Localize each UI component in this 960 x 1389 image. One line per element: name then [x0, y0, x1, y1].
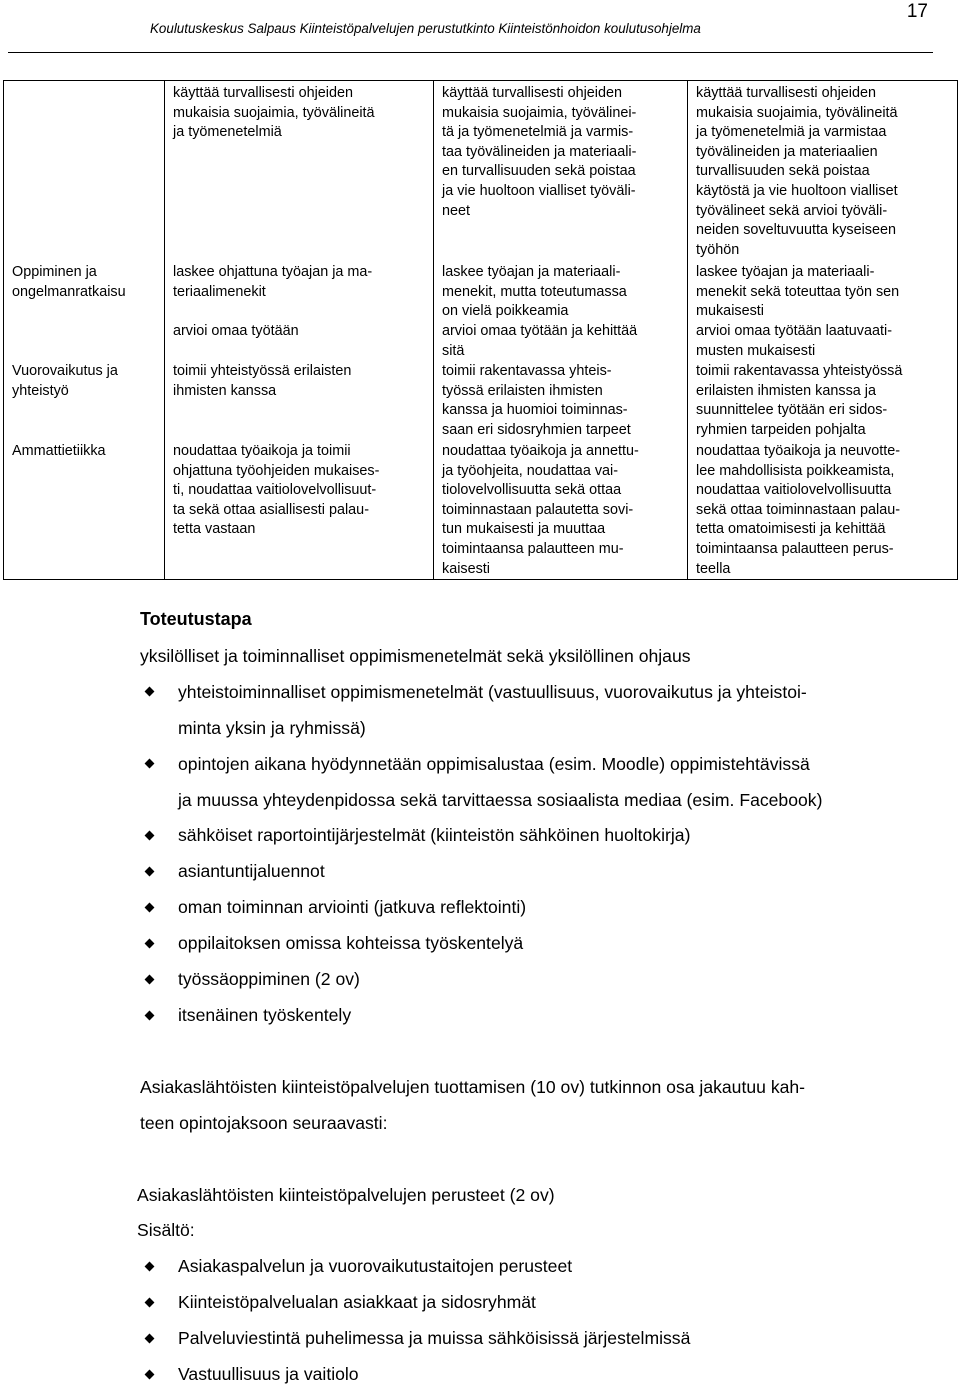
criteria-block: käyttää turvallisesti ohjeiden mukaisia suojaimia, työvälineitä ja työmenetelmiä ja varmistaa työvälineiden ja materiaalien turvallisuuden sekä poistaa käytöstä ja vie huoltoon vialliset työvälineet sekä arvioi työväli- neiden soveltuvuutta kyseiseen työhön: [696, 85, 898, 258]
criteria-block: noudattaa työaikoja ja toimii ohjattuna työohjeiden mukaises- ti, noudattaa vaitiolovelvollisuut- ta sekä ottaa asiallisesti palau- tetta vastaan: [173, 443, 380, 538]
diamond-bullet-icon: [145, 759, 155, 769]
module-split-paragraph-continuation: teen opintojaksoon seuraavasti:: [140, 1113, 388, 1133]
criteria-block: arvioi omaa työtään ja kehittää sitä: [442, 323, 638, 359]
criteria-block: laskee työajan ja materiaali- menekit, mutta toteutumassa on vielä poikkeamia: [442, 264, 627, 320]
list-item: yhteistoiminnalliset oppimismenetelmät (vastuullisuus, vuorovaikutus ja yhteistoi-: [178, 682, 807, 702]
area-label-interaction: Vuorovaikutus ja yhteistyö: [12, 363, 118, 399]
criteria-block: laskee työajan ja materiaali- menekit sekä toteuttaa työn sen mukaisesti: [696, 264, 900, 320]
diamond-bullet-icon: [145, 1334, 155, 1344]
list-item: itsenäinen työskentely: [178, 1005, 352, 1025]
diamond-bullet-icon: [145, 903, 155, 913]
area-label-learning: Oppiminen ja ongelmanratkaisu: [12, 264, 126, 300]
criteria-column-2: [434, 81, 688, 580]
area-label-ethics: Ammattietiikka: [12, 443, 106, 459]
header-divider: [8, 52, 933, 53]
course-title: Asiakaslähtöisten kiinteistöpalvelujen perusteet (2 ov): [137, 1185, 555, 1205]
areas-column: [4, 81, 165, 580]
criteria-block: noudattaa työaikoja ja neuvotte- lee mahdollisista poikkeamista, noudattaa vaitiolovelvollisuutta sekä ottaa toiminnastaan palau- tetta omatoimisesti ja kehittää toimintaansa palautteen perus- teella: [696, 443, 901, 577]
diamond-bullet-icon: [145, 975, 155, 985]
criteria-block: noudattaa työaikoja ja annettu- ja työohjeita, noudattaa vai- tiolovelvollisuutta sekä ottaa toiminnastaan palautetta sovi- tun mukaisesti ja muuttaa toimintaansa palautteen mu- kaisesti: [442, 443, 639, 577]
list-item: Vastuullisuus ja vaitiolo: [178, 1364, 359, 1384]
criteria-column-3: [688, 81, 958, 580]
diamond-bullet-icon: [145, 1262, 155, 1272]
criteria-block: toimii yhteistyössä erilaisten ihmisten kanssa: [173, 363, 352, 399]
course-contents-label: Sisältö:: [137, 1220, 195, 1240]
assessment-criteria-table: [3, 80, 958, 580]
list-item: Palveluviestintä puhelimessa ja muissa sähköisissä järjestelmissä: [178, 1328, 691, 1348]
criteria-column-1: [165, 81, 434, 580]
diamond-bullet-icon: [145, 867, 155, 877]
criteria-block: arvioi omaa työtään: [173, 323, 299, 339]
list-item: oppilaitoksen omissa kohteissa työskentelyä: [178, 933, 524, 953]
list-item-continuation: ja muussa yhteydenpidossa sekä tarvittaessa sosiaalista mediaa (esim. Facebook): [178, 790, 823, 810]
diamond-bullet-icon: [145, 1298, 155, 1308]
criteria-block: käyttää turvallisesti ohjeiden mukaisia suojaimia, työvälinei- tä ja työmenetelmiä ja varmis- taa työvälineiden ja materiaali- en turvallisuuden sekä poistaa ja vie huoltoon vialliset työväli- neet: [442, 85, 637, 219]
page-number: 17: [906, 1, 928, 22]
diamond-bullet-icon: [145, 939, 155, 949]
criteria-block: laskee ohjattuna työajan ja ma- teriaalimenekit: [173, 264, 373, 300]
diamond-bullet-icon: [145, 687, 155, 697]
diamond-bullet-icon: [145, 1370, 155, 1380]
criteria-block: toimii rakentavassa yhteis- työssä erilaisten ihmisten kanssa ja huomioi toiminnas- saan eri sidosryhmien tarpeet: [442, 363, 631, 438]
list-item: sähköiset raportointijärjestelmät (kiinteistön sähköinen huoltokirja): [178, 825, 691, 845]
list-item: opintojen aikana hyödynnetään oppimisalustaa (esim. Moodle) oppimistehtävissä: [178, 754, 810, 774]
module-split-paragraph: Asiakaslähtöisten kiinteistöpalvelujen tuottamisen (10 ov) tutkinnon osa jakautuu kah-: [140, 1077, 806, 1097]
criteria-block: arvioi omaa työtään laatuvaati- musten mukaisesti: [696, 323, 892, 359]
criteria-block: käyttää turvallisesti ohjeiden mukaisia suojaimia, työvälineitä ja työmenetelmiä: [173, 85, 375, 141]
list-item: asiantuntijaluennot: [178, 861, 325, 881]
implementation-intro: yksilölliset ja toiminnalliset oppimismenetelmät sekä yksilöllinen ohjaus: [140, 646, 691, 666]
section-title-implementation: Toteutustapa: [140, 609, 252, 629]
running-header: Koulutuskeskus Salpaus Kiinteistöpalvelujen perustutkinto Kiinteistönhoidon koulutusohjelma: [150, 21, 701, 36]
criteria-block: toimii rakentavassa yhteistyössä erilaisten ihmisten kanssa ja suunnittelee työtään eri sidos- ryhmien tarpeiden pohjalta: [696, 363, 903, 438]
diamond-bullet-icon: [145, 1011, 155, 1021]
list-item-continuation: minta yksin ja ryhmissä): [178, 718, 366, 738]
list-item: Asiakaspalvelun ja vuorovaikutustaitojen perusteet: [178, 1256, 573, 1276]
diamond-bullet-icon: [145, 831, 155, 841]
list-item: oman toiminnan arviointi (jatkuva reflektointi): [178, 897, 527, 917]
list-item: Kiinteistöpalvelualan asiakkaat ja sidosryhmät: [178, 1292, 536, 1312]
list-item: työssäoppiminen (2 ov): [178, 969, 360, 989]
